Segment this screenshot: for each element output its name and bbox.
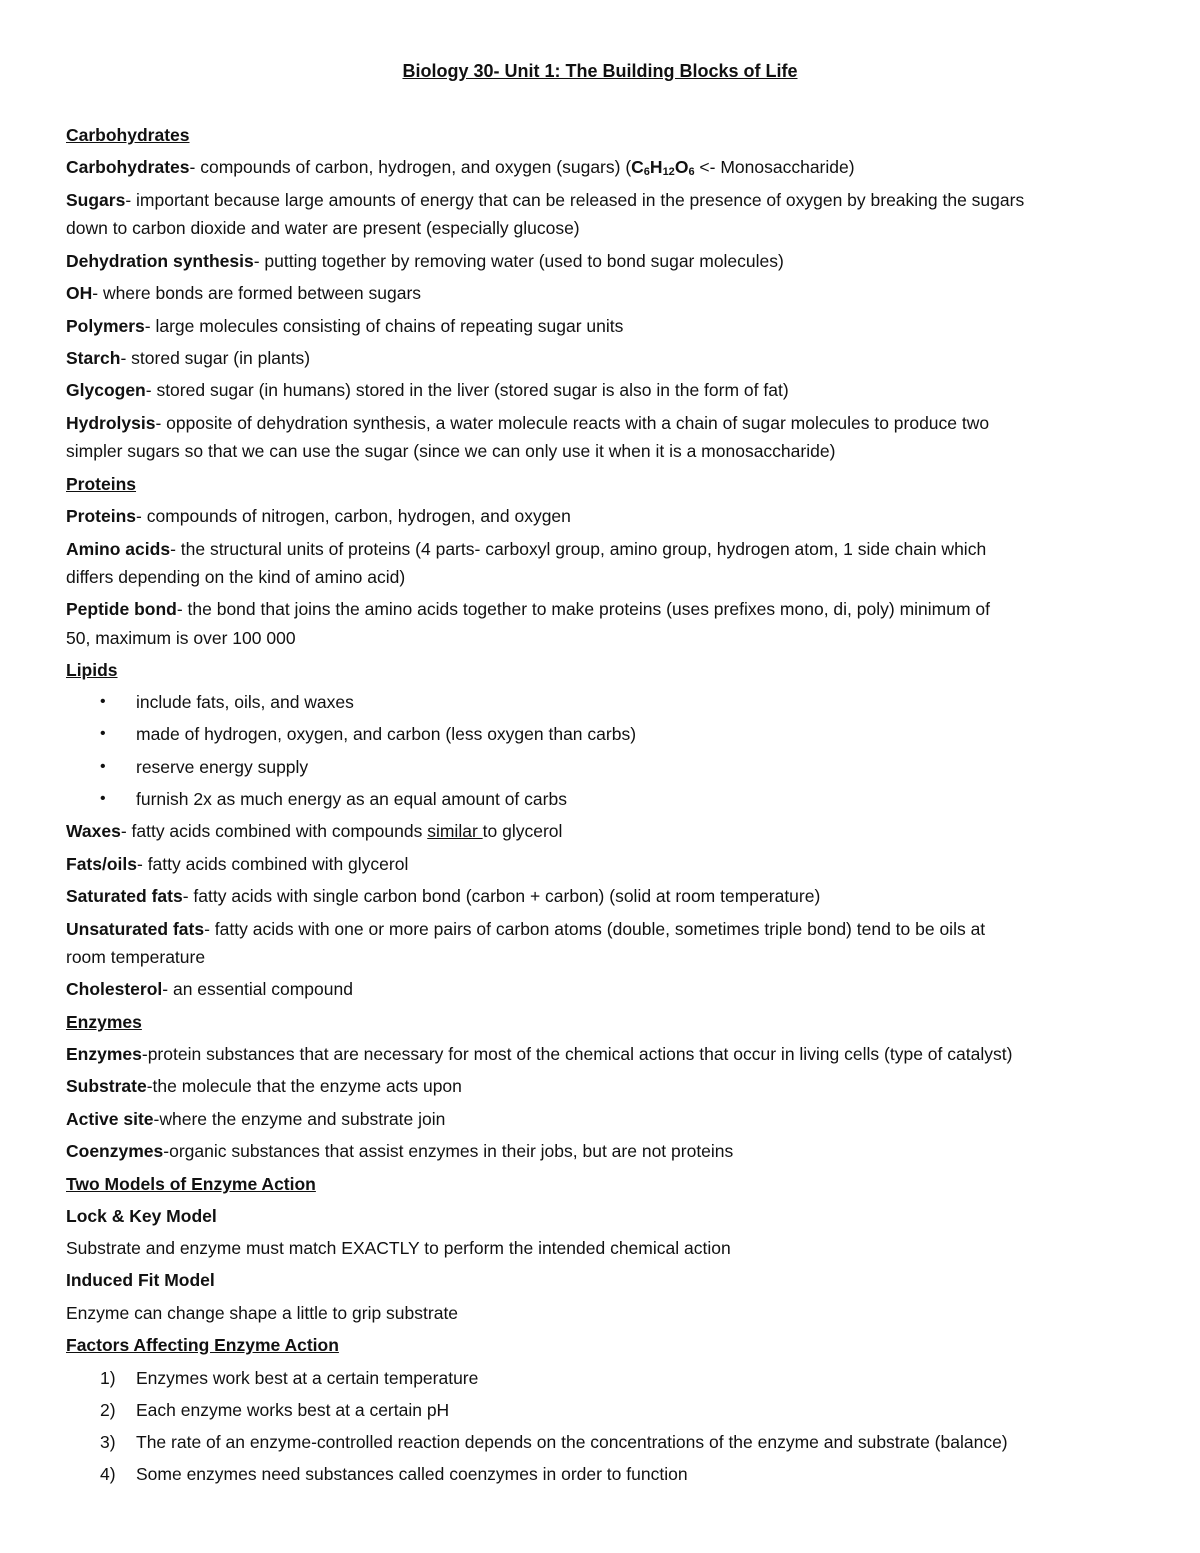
subheading-lock-key: Lock & Key Model — [66, 1206, 217, 1226]
definition-carbohydrates: Carbohydrates- compounds of carbon, hydrogen, and oxygen (sugars) ($C_6H_{12}O_6$ <- Monosaccharide) — [66, 157, 855, 178]
definition-active-site: Active site-where the enzyme and substrate join — [66, 1109, 446, 1129]
text-induced-fit: Enzyme can change shape a little to grip substrate — [66, 1303, 459, 1323]
list-item: reserve energy supply — [136, 757, 309, 777]
definition-unsaturated-fats: Unsaturated fats- fatty acids with one or more pairs of carbon atoms (double, sometimes triple bond) tend to be oils at — [66, 919, 986, 939]
list-number: 2) — [100, 1400, 116, 1420]
definition-amino-acids-cont: differs depending on the kind of amino acid) — [66, 567, 406, 587]
definition-sugars: Sugars- important because large amounts of energy that can be released in the presence of oxygen by breaking the sugars — [66, 190, 1025, 210]
definition-hydrolysis-cont: simpler sugars so that we can use the sugar (since we can only use it when it is a monosaccharide) — [66, 441, 836, 461]
list-item: made of hydrogen, oxygen, and carbon (less oxygen than carbs) — [136, 724, 637, 744]
subheading-induced-fit: Induced Fit Model — [66, 1270, 215, 1290]
list-item: The rate of an enzyme-controlled reaction depends on the concentrations of the enzyme and substrate (balance) — [136, 1432, 1008, 1452]
bullet-icon: • — [100, 758, 106, 775]
definition-saturated-fats: Saturated fats- fatty acids with single carbon bond (carbon + carbon) (solid at room temperature) — [66, 886, 821, 906]
definition-fats-oils: Fats/oils- fatty acids combined with glycerol — [66, 854, 409, 874]
list-number: 4) — [100, 1464, 116, 1484]
list-number: 3) — [100, 1432, 116, 1452]
list-item: Enzymes work best at a certain temperature — [136, 1368, 479, 1388]
definition-peptide-bond-cont: 50, maximum is over 100 000 — [66, 628, 296, 648]
definition-polymers: Polymers- large molecules consisting of chains of repeating sugar units — [66, 316, 624, 336]
definition-enzymes: Enzymes-protein substances that are necessary for most of the chemical actions that occur in living cells (type of catalyst) — [66, 1044, 1013, 1064]
term: Carbohydrates — [66, 157, 190, 177]
list-item: include fats, oils, and waxes — [136, 692, 354, 712]
definition-coenzymes: Coenzymes-organic substances that assist enzymes in their jobs, but are not proteins — [66, 1141, 734, 1161]
definition-cholesterol: Cholesterol- an essential compound — [66, 979, 353, 999]
section-heading-lipids: Lipids — [66, 660, 118, 680]
section-heading-factors: Factors Affecting Enzyme Action — [66, 1335, 339, 1355]
definition-waxes: Waxes- fatty acids combined with compounds similar to glycerol — [66, 821, 563, 841]
list-item: Some enzymes need substances called coenzymes in order to function — [136, 1464, 688, 1484]
bullet-icon: • — [100, 693, 106, 710]
definition-oh: OH- where bonds are formed between sugars — [66, 283, 422, 303]
definition-peptide-bond: Peptide bond- the bond that joins the amino acids together to make proteins (uses prefixes mono, di, poly) minimum of — [66, 599, 991, 619]
definition-glycogen: Glycogen- stored sugar (in humans) stored in the liver (stored sugar is also in the form of fat) — [66, 380, 789, 400]
definition-sugars-cont: down to carbon dioxide and water are present (especially glucose) — [66, 218, 580, 238]
definition-unsaturated-fats-cont: room temperature — [66, 947, 206, 967]
definition-dehydration-synthesis: Dehydration synthesis- putting together by removing water (used to bond sugar molecules) — [66, 251, 784, 271]
list-number: 1) — [100, 1368, 116, 1388]
page-title: Biology 30- Unit 1: The Building Blocks of Life — [402, 61, 798, 81]
definition-substrate: Substrate-the molecule that the enzyme acts upon — [66, 1076, 462, 1096]
definition-starch: Starch- stored sugar (in plants) — [66, 348, 311, 368]
definition-amino-acids: Amino acids- the structural units of proteins (4 parts- carboxyl group, amino group, hydrogen atom, 1 side chain which — [66, 539, 987, 559]
section-heading-enzymes: Enzymes — [66, 1012, 142, 1032]
definition-text: - compounds of carbon, hydrogen, and oxygen (sugars) ( — [189, 157, 632, 177]
bullet-icon: • — [100, 790, 106, 807]
bullet-icon: • — [100, 725, 106, 742]
text-lock-key: Substrate and enzyme must match EXACTLY to perform the intended chemical action — [66, 1238, 731, 1258]
definition-proteins: Proteins- compounds of nitrogen, carbon, hydrogen, and oxygen — [66, 506, 571, 526]
list-item: furnish 2x as much energy as an equal amount of carbs — [136, 789, 567, 809]
formula: $C_6H_{12}O_6$ — [631, 157, 695, 178]
definition-hydrolysis: Hydrolysis- opposite of dehydration synthesis, a water molecule reacts with a chain of sugar molecules to produce two — [66, 413, 990, 433]
list-item: Each enzyme works best at a certain pH — [136, 1400, 450, 1420]
section-heading-carbohydrates: Carbohydrates — [66, 125, 190, 145]
section-heading-proteins: Proteins — [66, 474, 137, 494]
section-heading-two-models: Two Models of Enzyme Action — [66, 1174, 316, 1194]
